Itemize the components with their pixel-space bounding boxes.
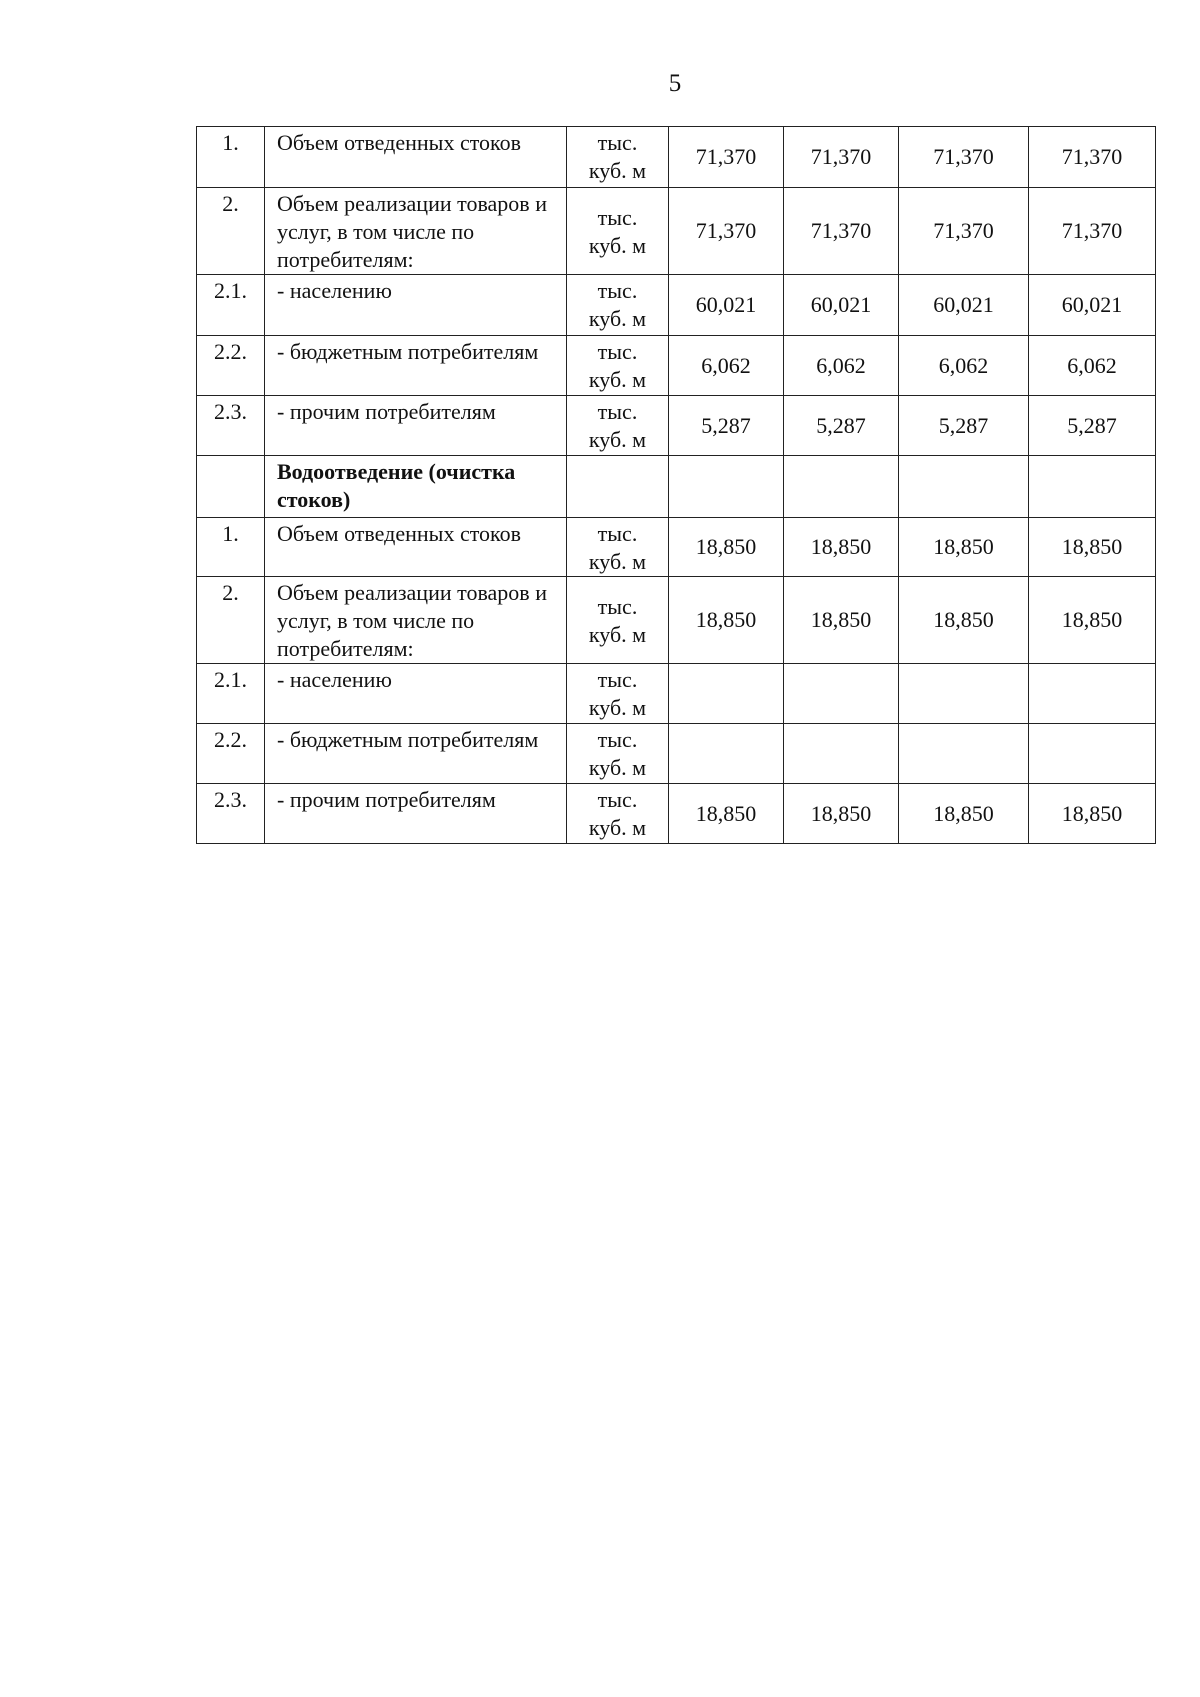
value-cell: 6,062 xyxy=(1029,336,1156,396)
row-unit xyxy=(567,188,669,275)
value-cell: 71,370 xyxy=(784,188,899,275)
value-cell xyxy=(669,724,784,784)
row-unit xyxy=(567,724,669,784)
value-cell xyxy=(1029,664,1156,724)
row-unit xyxy=(567,784,669,844)
row-unit xyxy=(567,577,669,664)
value-cell xyxy=(899,664,1029,724)
row-name: Объем реализации товаров и услуг, в том числе по потребителям: xyxy=(265,577,567,664)
unit-line-1: тыс. xyxy=(597,594,638,619)
row-number: 2.1. xyxy=(197,275,265,336)
value-cell: 18,850 xyxy=(899,577,1029,664)
value-cell: 71,370 xyxy=(1029,127,1156,188)
value-cell xyxy=(899,456,1029,518)
unit-line-2: куб. м xyxy=(588,755,647,780)
unit-line-1: тыс. xyxy=(597,278,638,303)
value-cell: 60,021 xyxy=(669,275,784,336)
value-cell: 71,370 xyxy=(899,188,1029,275)
unit-line-2: куб. м xyxy=(588,306,647,331)
row-unit xyxy=(567,664,669,724)
value-cell: 6,062 xyxy=(899,336,1029,396)
unit-line-2: куб. м xyxy=(588,549,647,574)
value-cell: 18,850 xyxy=(784,518,899,577)
unit-line-1: тыс. xyxy=(597,339,638,364)
value-cell xyxy=(1029,724,1156,784)
value-cell: 18,850 xyxy=(669,518,784,577)
unit-line-1: тыс. xyxy=(597,521,638,546)
unit-line-1: тыс. xyxy=(597,399,638,424)
row-name: - прочим потребителям xyxy=(265,396,567,456)
value-cell: 5,287 xyxy=(669,396,784,456)
value-cell: 60,021 xyxy=(1029,275,1156,336)
value-cell: 18,850 xyxy=(784,784,899,844)
row-number: 2. xyxy=(197,188,265,275)
value-cell: 18,850 xyxy=(669,577,784,664)
row-name: Объем отведенных стоков xyxy=(265,518,567,577)
row-name: - прочим потребителям xyxy=(265,784,567,844)
row-number xyxy=(197,456,265,518)
value-cell: 5,287 xyxy=(1029,396,1156,456)
section-title: Водоотведение (очистка стоков) xyxy=(265,456,567,518)
row-unit xyxy=(567,396,669,456)
table-row xyxy=(197,518,1156,577)
table-row xyxy=(197,275,1156,336)
row-unit xyxy=(567,127,669,188)
value-cell: 18,850 xyxy=(784,577,899,664)
value-cell xyxy=(669,664,784,724)
value-cell: 5,287 xyxy=(899,396,1029,456)
report-table xyxy=(196,126,1156,844)
row-name: Объем отведенных стоков xyxy=(265,127,567,188)
row-number: 2.2. xyxy=(197,724,265,784)
value-cell: 71,370 xyxy=(899,127,1029,188)
row-number: 1. xyxy=(197,518,265,577)
value-cell xyxy=(899,724,1029,784)
value-cell xyxy=(1029,456,1156,518)
unit-line-2: куб. м xyxy=(588,815,647,840)
unit-line-2: куб. м xyxy=(588,233,647,258)
table-row xyxy=(197,127,1156,188)
value-cell: 60,021 xyxy=(784,275,899,336)
value-cell: 18,850 xyxy=(899,784,1029,844)
page-number: 5 xyxy=(668,70,682,97)
row-number: 1. xyxy=(197,127,265,188)
value-cell xyxy=(784,664,899,724)
value-cell: 18,850 xyxy=(1029,518,1156,577)
row-name: - бюджетным потребителям xyxy=(265,336,567,396)
row-number: 2.3. xyxy=(197,784,265,844)
value-cell: 6,062 xyxy=(784,336,899,396)
row-number: 2.2. xyxy=(197,336,265,396)
value-cell: 71,370 xyxy=(669,188,784,275)
value-cell xyxy=(784,456,899,518)
row-unit xyxy=(567,518,669,577)
row-number: 2.1. xyxy=(197,664,265,724)
value-cell: 5,287 xyxy=(784,396,899,456)
unit-line-1: тыс. xyxy=(597,205,638,230)
value-cell: 6,062 xyxy=(669,336,784,396)
value-cell: 18,850 xyxy=(669,784,784,844)
value-cell: 18,850 xyxy=(899,518,1029,577)
unit-line-2: куб. м xyxy=(588,158,647,183)
value-cell: 71,370 xyxy=(784,127,899,188)
value-cell: 71,370 xyxy=(1029,188,1156,275)
section-header-row xyxy=(197,456,1156,518)
row-number: 2. xyxy=(197,577,265,664)
unit-line-2: куб. м xyxy=(588,695,647,720)
unit-line-1: тыс. xyxy=(597,130,638,155)
row-name: - населению xyxy=(265,275,567,336)
row-unit xyxy=(567,275,669,336)
table-row xyxy=(197,664,1156,724)
row-unit xyxy=(567,336,669,396)
table-row xyxy=(197,724,1156,784)
value-cell: 18,850 xyxy=(1029,577,1156,664)
value-cell xyxy=(669,456,784,518)
row-unit xyxy=(567,456,669,518)
value-cell: 60,021 xyxy=(899,275,1029,336)
table-row xyxy=(197,396,1156,456)
value-cell xyxy=(784,724,899,784)
row-number: 2.3. xyxy=(197,396,265,456)
row-name: - населению xyxy=(265,664,567,724)
unit-line-2: куб. м xyxy=(588,622,647,647)
table-row xyxy=(197,577,1156,664)
row-name: - бюджетным потребителям xyxy=(265,724,567,784)
unit-line-1: тыс. xyxy=(597,787,638,812)
value-cell: 18,850 xyxy=(1029,784,1156,844)
unit-line-1: тыс. xyxy=(597,667,638,692)
unit-line-2: куб. м xyxy=(588,427,647,452)
unit-line-2: куб. м xyxy=(588,367,647,392)
table-row xyxy=(197,336,1156,396)
table-row xyxy=(197,784,1156,844)
value-cell: 71,370 xyxy=(669,127,784,188)
unit-line-1: тыс. xyxy=(597,727,638,752)
row-name: Объем реализации товаров и услуг, в том числе по потребителям: xyxy=(265,188,567,275)
table-row xyxy=(197,188,1156,275)
